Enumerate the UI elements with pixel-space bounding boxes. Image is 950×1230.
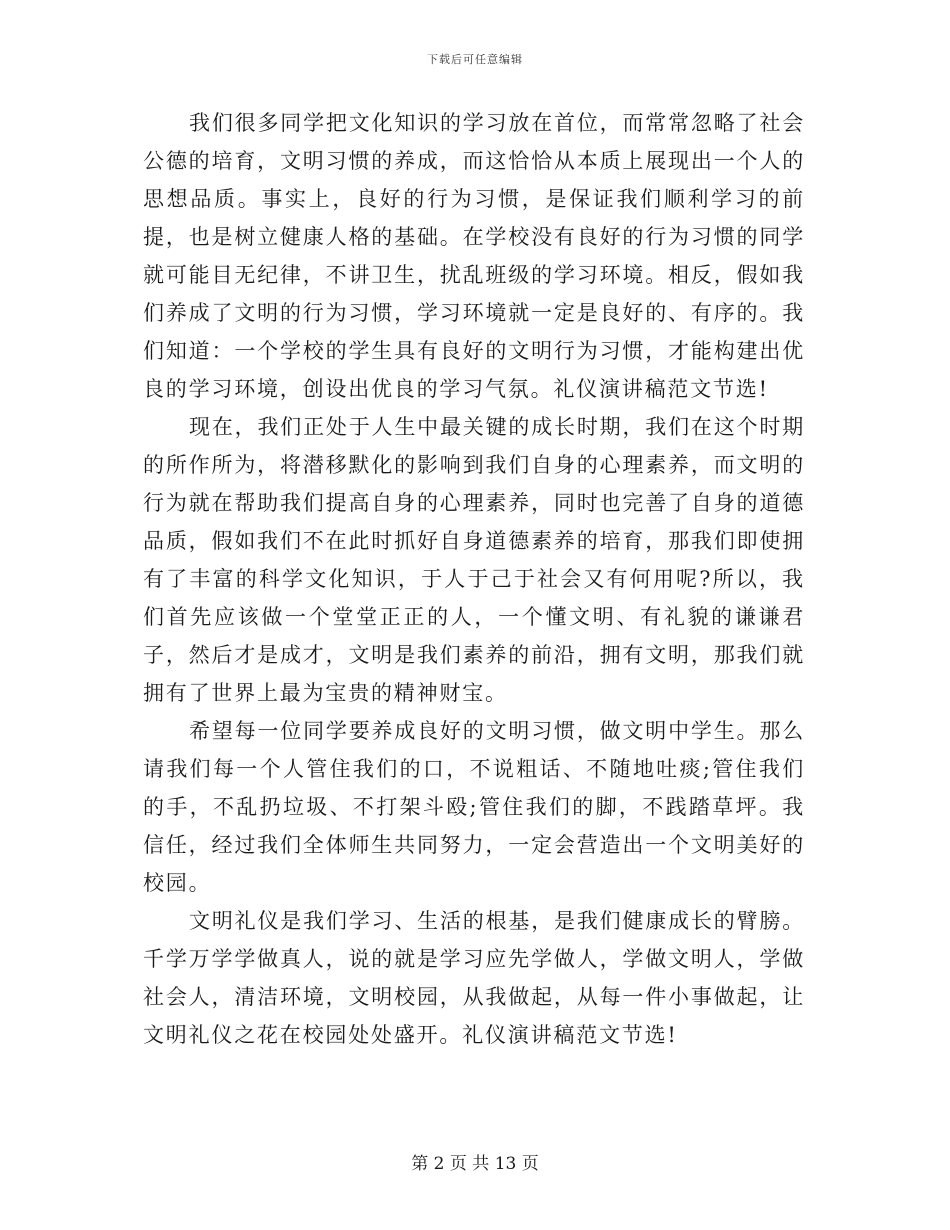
paragraph-2: 现在，我们正处于人生中最关键的成长时期，我们在这个时期的所作所为，将潜移默化的影响到我们自身的心理素养，而文明的行为就在帮助我们提高自身的心理素养，同时也完善了自身的道德品质，假如我们不在此时抓好自身道德素养的培育，那我们即使拥有了丰富的科学文化知识，于人于己于社会又有何用呢?所以，我们首先应该做一个堂堂正正的人，一个懂文明、有礼貌的谦谦君子，然后才是成才，文明是我们素养的前沿，拥有文明，那我们就拥有了世界上最为宝贵的精神财宝。 xyxy=(143,415,805,705)
page-number-label: 第 2 页 共 13 页 xyxy=(411,1154,539,1174)
paragraph-3: 希望每一位同学要养成良好的文明习惯，做文明中学生。那么请我们每一个人管住我们的口，不说粗话、不随地吐痰;管住我们的手，不乱扔垃圾、不打架斗殴;管住我们的脚，不践踏草坪。我信任，经过我们全体师生共同努力，一定会营造出一个文明美好的校园。 xyxy=(143,719,805,895)
paragraph-1: 我们很多同学把文化知识的学习放在首位，而常常忽略了社会公德的培育，文明习惯的养成，而这恰恰从本质上展现出一个人的思想品质。事实上，良好的行为习惯，是保证我们顺利学习的前提，也是树立健康人格的基础。在学校没有良好的行为习惯的同学就可能目无纪律，不讲卫生，扰乱班级的学习环境。相反，假如我们养成了文明的行为习惯，学习环境就一定是良好的、有序的。我们知道：一个学校的学生具有良好的文明行为习惯，才能构建出优良的学习环境，创设出优良的学习气氛。礼仪演讲稿范文节选! xyxy=(143,111,805,401)
paragraph-4: 文明礼仪是我们学习、生活的根基，是我们健康成长的臂膀。千学万学学做真人，说的就是学习应先学做人，学做文明人，学做社会人，清洁环境，文明校园，从我做起，从每一件小事做起，让文明礼仪之花在校园处处盛开。礼仪演讲稿范文节选! xyxy=(143,909,805,1047)
page-header-note: 下载后可任意编辑 xyxy=(427,53,523,66)
document-body xyxy=(143,104,805,1054)
page-footer xyxy=(0,1153,950,1175)
